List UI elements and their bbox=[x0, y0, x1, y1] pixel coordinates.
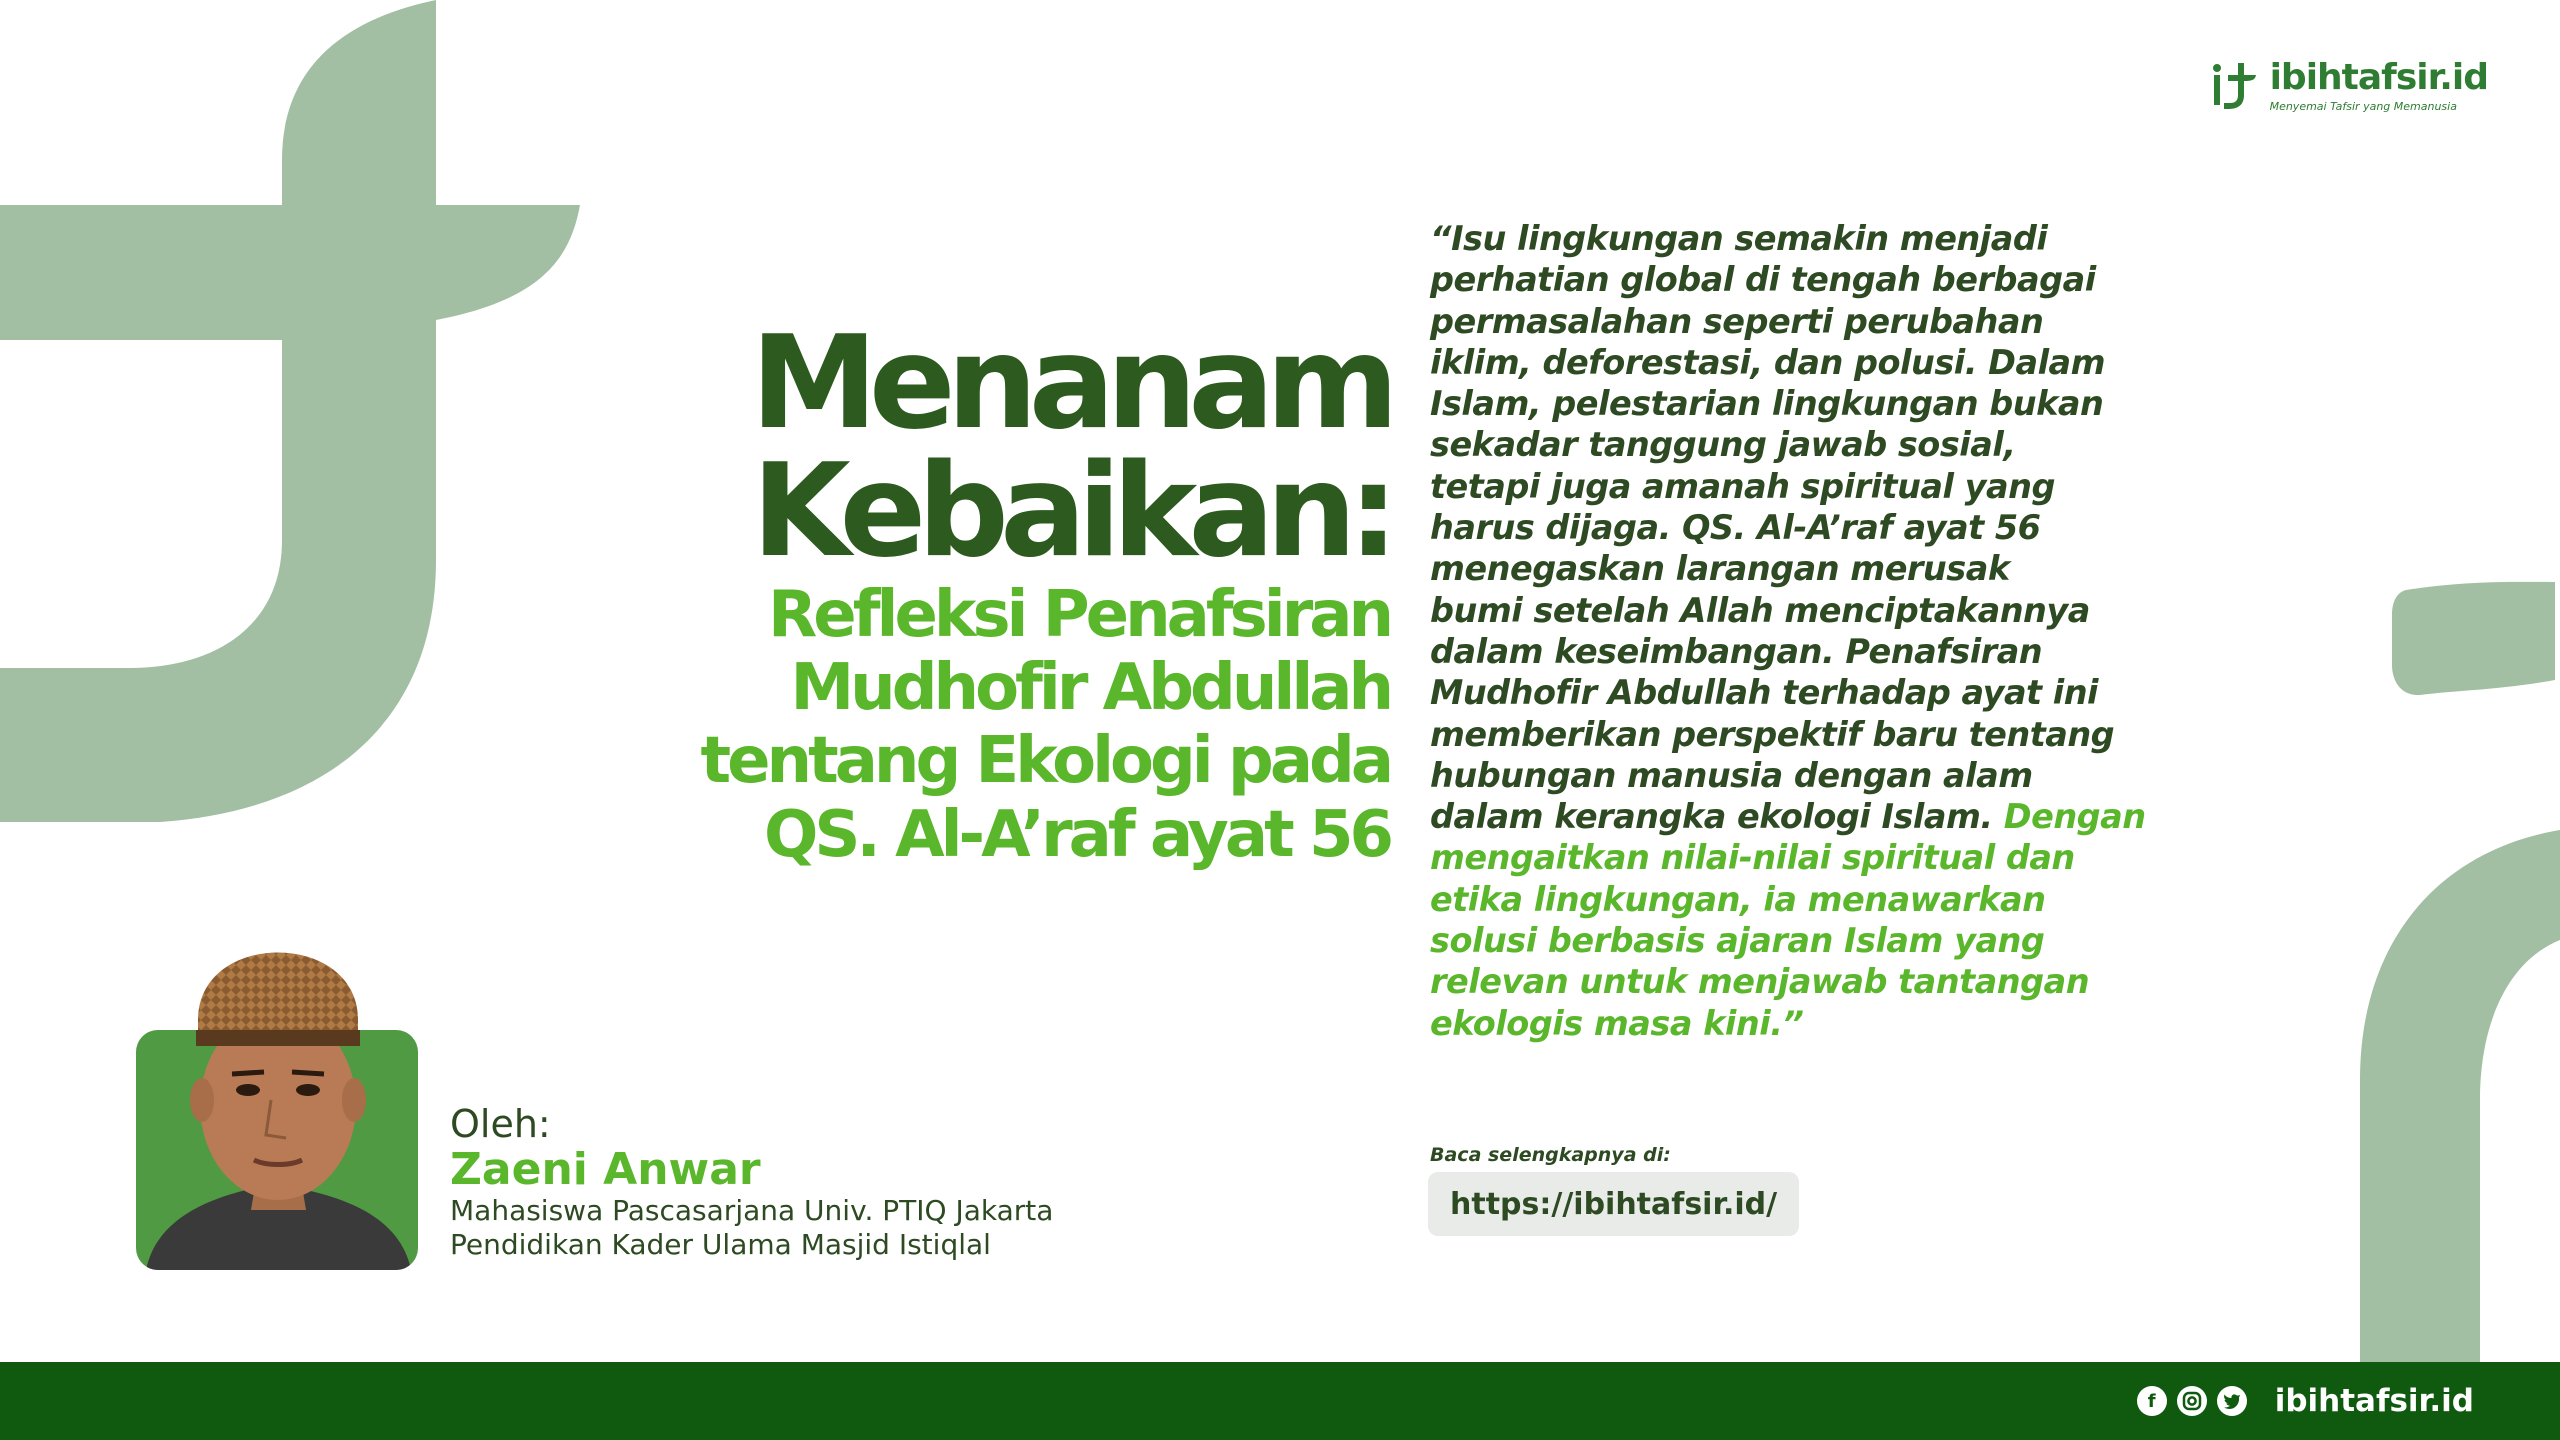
instagram-icon[interactable] bbox=[2177, 1386, 2207, 1416]
quote-line: menegaskan larangan merusak bbox=[1430, 549, 2010, 589]
author-portrait-image bbox=[136, 890, 418, 1270]
quote-line: Mudhofir Abdullah terhadap ayat ini bbox=[1430, 673, 2099, 713]
quote-line-mixed bbox=[1430, 796, 2150, 837]
quote-plain-text: dalam kerangka ekologi Islam. bbox=[1430, 797, 2004, 837]
footer-bar bbox=[0, 1362, 2560, 1440]
decorative-right-shape bbox=[2360, 580, 2560, 1362]
facebook-icon[interactable]: f bbox=[2137, 1386, 2167, 1416]
read-more-label: Baca selengkapnya di: bbox=[1430, 1144, 1671, 1166]
author-info bbox=[450, 1104, 1053, 1263]
footer-site-name[interactable]: ibihtafsir.id bbox=[2274, 1383, 2474, 1419]
quote-line: hubungan manusia dengan alam bbox=[1430, 755, 2033, 795]
quote-line: memberikan perspektif baru tentang bbox=[1430, 714, 2115, 754]
subtitle-line-3: tentang Ekologi pada bbox=[700, 724, 1390, 799]
quote-highlight-text: Dengan bbox=[2003, 797, 2146, 837]
brand-logo[interactable] bbox=[2210, 57, 2488, 113]
quote-line: Islam, pelestarian lingkungan bukan bbox=[1430, 384, 2104, 424]
title-main-line-2: Kebaikan: bbox=[751, 437, 1390, 586]
quote-highlight-line: solusi berbasis ajaran Islam yang bbox=[1430, 921, 2045, 961]
quote-line: permasalahan seperti perubahan bbox=[1430, 301, 2044, 341]
read-more-link[interactable]: https://ibihtafsir.id/ bbox=[1428, 1172, 1799, 1236]
footer-social bbox=[2137, 1362, 2474, 1440]
subtitle-line-4: QS. Al-A’raf ayat 56 bbox=[763, 797, 1390, 872]
quote-line: dalam keseimbangan. Penafsiran bbox=[1430, 631, 2043, 671]
author-affiliation-2: Pendidikan Kader Ulama Masjid Istiqlal bbox=[450, 1228, 991, 1262]
brand-name: ibihtafsir.id bbox=[2269, 57, 2488, 98]
subtitle-line-2: Mudhofir Abdullah bbox=[790, 651, 1390, 726]
article-quote bbox=[1430, 218, 2150, 1044]
quote-highlight-line: etika lingkungan, ia menawarkan bbox=[1430, 879, 2046, 919]
quote-line: iklim, deforestasi, dan polusi. Dalam bbox=[1430, 342, 2106, 382]
author-affiliation-1: Mahasiswa Pascasarjana Univ. PTIQ Jakarta bbox=[450, 1194, 1054, 1228]
quote-line: bumi setelah Allah menciptakannya bbox=[1430, 590, 2090, 630]
quote-line: tetapi juga amanah spiritual yang bbox=[1430, 466, 2055, 506]
twitter-icon[interactable] bbox=[2217, 1386, 2247, 1416]
quote-line: “Isu lingkungan semakin menjadi bbox=[1430, 219, 2048, 258]
brand-tagline: Menyemai Tafsir yang Memanusia bbox=[2269, 100, 2457, 113]
article-title bbox=[490, 309, 1390, 872]
subtitle-line-1: Refleksi Penafsiran bbox=[768, 578, 1390, 652]
ibihtafsir-logo-icon bbox=[2210, 61, 2260, 113]
quote-highlight-line: mengaitkan nilai-nilai spiritual dan bbox=[1430, 838, 2075, 878]
quote-line: perhatian global di tengah berbagai bbox=[1430, 260, 2096, 300]
title-main-line-1: Menanam bbox=[750, 309, 1390, 458]
author-name: Zaeni Anwar bbox=[450, 1143, 761, 1195]
author-photo bbox=[136, 890, 418, 1270]
quote-highlight-line: ekologis masa kini.” bbox=[1430, 1003, 1804, 1043]
quote-line: harus dijaga. QS. Al-A’raf ayat 56 bbox=[1430, 508, 2041, 548]
quote-highlight-line: relevan untuk menjawab tantangan bbox=[1430, 962, 2090, 1002]
by-label: Oleh: bbox=[450, 1102, 551, 1146]
quote-line: sekadar tanggung jawab sosial, bbox=[1430, 425, 2016, 465]
